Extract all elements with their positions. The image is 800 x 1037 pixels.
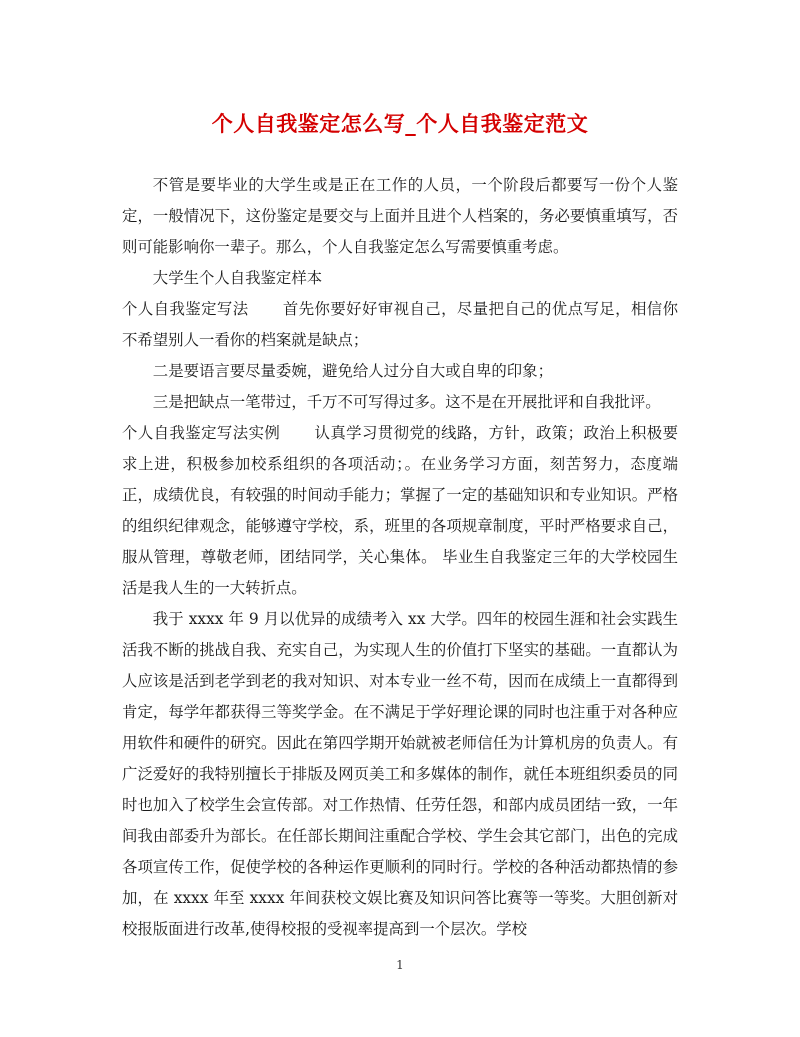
paragraph-point-two: [122, 356, 678, 387]
paragraph-university-life: [122, 604, 678, 945]
paragraph-writing-method: [122, 294, 678, 356]
paragraph-text: 二是要语言要尽量委婉，避免给人过分自大或自卑的印象；: [152, 362, 553, 380]
document-title: 个人自我鉴定怎么写_个人自我鉴定范文: [211, 111, 589, 136]
paragraph-text: 不管是要毕业的大学生或是正在工作的人员，一个阶段后都要写一份个人鉴定，一般情况下，这份鉴定是要交与上面并且进个人档案的，务必要慎重填写，否则可能影响你一辈子。那么，个人自我鉴定怎么写需要慎重考虑。: [122, 176, 678, 256]
section-label: 个人自我鉴定写法: [122, 300, 249, 318]
paragraph-text: 大学生个人自我鉴定样本: [152, 269, 323, 287]
paragraph-point-three: [122, 387, 678, 418]
paragraph-text: 三是把缺点一笔带过，千万不可写得过多。这不是在开展批评和自我批评。: [152, 393, 661, 411]
paragraph-text: 认真学习贯彻党的线路，方针，政策；政治上积极要求上进，积极参加校系组织的各项活动；。在业务学习方面，刻苦努力，态度端正，成绩优良，有较强的时间动手能力；掌握了一定的基础知识和专业知识。严格的组织纪律观念，能够遵守学校，系，班里的各项规章制度，平时严格要求自己，服从管理，尊敬老师，团结同学，关心集体。 毕业生自我鉴定三年的大学校园生活是我人生的一大转折点。: [122, 424, 678, 597]
paragraph-example: [122, 418, 678, 604]
paragraph-intro: [122, 170, 678, 263]
paragraph-sample-heading: [122, 263, 678, 294]
paragraph-text: 首先你要好好审视自己，尽量把自己的优点写足，相信你不希望别人一看你的档案就是缺点；: [122, 300, 678, 349]
paragraph-text: 我于 xxxx 年 9 月以优异的成绩考入 xx 大学。四年的校园生涯和社会实践生活我不断的挑战自我、充实自己，为实现人生的价值打下坚实的基础。一直都认为人应该是活到老学到老的我对知识、对本专业一丝不苟，因而在成绩上一直都得到肯定，每学年都获得三等奖学金。在不满足于学好理论课的同时也注重于对各种应用软件和硬件的研究。因此在第四学期开始就被老师信任为计算机房的负责人。有广泛爱好的我特别擅长于排版及网页美工和多媒体的制作，就任本班组织委员的同时也加入了校学生会宣传部。对工作热情、任劳任怨，和部内成员团结一致，一年间我由部委升为部长。在任部长期间注重配合学校、学生会其它部门，出色的完成各项宣传工作，促使学校的各种运作更顺利的同时行。学校的各种活动都热情的参加，在 xxxx 年至 xxxx 年间获校文娱比赛及知识问答比赛等一等奖。大胆创新对校报版面进行改革,使得校报的受视率提高到一个层次。学校: [122, 610, 678, 938]
page-number: 1: [396, 958, 404, 972]
document-body: [122, 170, 678, 945]
section-label: 个人自我鉴定写法实例: [122, 424, 281, 442]
